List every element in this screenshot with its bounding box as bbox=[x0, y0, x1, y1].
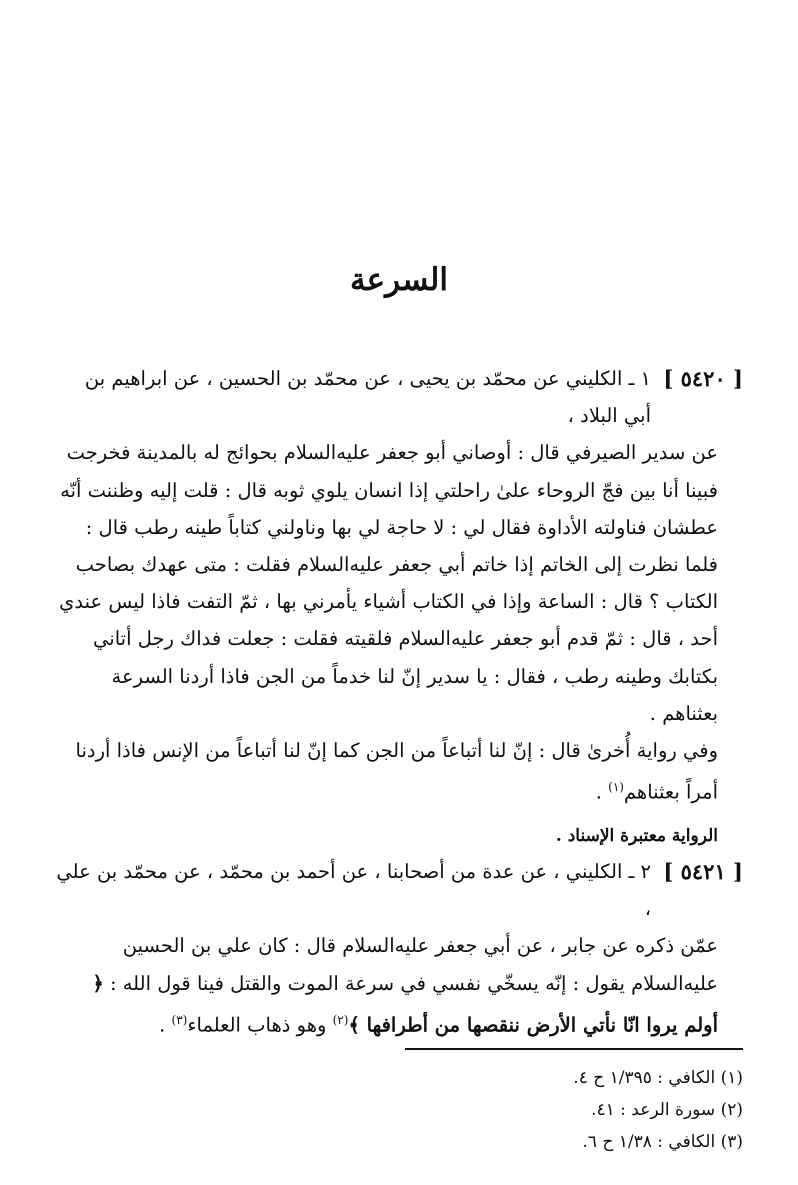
hadith-first-line: ٢ ـ الكليني ، عن عدة من أصحابنا ، عن أحمد بن محمّد ، عن محمّد بن علي ، bbox=[56, 859, 651, 921]
hadith-text: عن سدير الصيرفي قال : أوصاني أبو جعفر عليه‌السلام بحوائج له بالمدينة فخرجت فبينا أنا بين فجّ الروحاء علىٰ راحلتي إذا انسان يلوي ثوبه قال : قلت إليه وظننت أنّه عطشان فناولته الأداوة فقال لي : لا حاجة لي بها وناولني كتاباً طينه رطب قال : فلما نظرت إلى الخاتم إذا خاتم أبي جعفر عليه‌السلام فقلت : متى عهدك بصاحب الكتاب ؟ قال : الساعة وإذا في الكتاب أشياء يأمرني بها ، ثمّ التفت فاذا ليس عندي أحد ، قال : ثمّ قدم أبو جعفر عليه‌السلام فلقيته فقلت : جعلت فداك رجل أتاني بكتابك وطينه رطب ، فقال : يا سدير إنّ لنا خدماً من الجن فاذا أردنا السرعة بعثناهم . bbox=[59, 441, 718, 725]
footnote-ref: (٣) bbox=[171, 1012, 188, 1027]
footnote-ref: (٢) bbox=[332, 1012, 349, 1027]
footnote-3: (٣) الكافي : ١/٣٨ ح ٦. bbox=[582, 1132, 743, 1152]
footnote-2: (٢) سورة الرعد : ٤١. bbox=[591, 1100, 743, 1120]
page-title: السرعة bbox=[350, 262, 448, 298]
hadith-number: [ ٥٤٢١ ] bbox=[663, 858, 743, 884]
footnote-divider bbox=[405, 1048, 743, 1050]
hadith-first-line: ١ ـ الكليني عن محمّد بن يحيى ، عن محمّد بن الحسين ، عن ابراهيم بن أبي البلاد ، bbox=[84, 367, 651, 428]
footnotes bbox=[53, 1062, 743, 1158]
hadith-text-block bbox=[53, 927, 743, 1043]
hadith-5420 bbox=[53, 360, 743, 732]
other-narration bbox=[53, 732, 743, 811]
page-body bbox=[53, 360, 743, 1043]
hadith-5421 bbox=[53, 853, 743, 1044]
quran-verse: ﴿ أولم يروا انّا نأتي الأرض ننقصها من أطرافها ﴾ bbox=[92, 971, 718, 1037]
other-narration-text: وفي رواية أُخرىٰ قال : إنّ لنا أتباعاً من الجن كما إنّ لنا أتباعاً من الإنس فاذا أردنا أمراً بعثناهم bbox=[75, 739, 718, 804]
sentence-end: . bbox=[595, 780, 609, 804]
chain-note: الرواية معتبرة الإسناد . bbox=[555, 825, 718, 846]
footnote-ref: (١) bbox=[608, 780, 624, 795]
sentence-end: . bbox=[159, 1013, 172, 1037]
hadith-text-after: وهو ذهاب العلماء bbox=[187, 1013, 333, 1037]
hadith-text: عمّن ذكره عن جابر ، عن أبي جعفر عليه‌السلام قال : كان علي بن الحسين عليه‌السلام يقول : إنّه يسخّي نفسي في سرعة الموت والقتل فينا قول الله : bbox=[109, 934, 718, 995]
footnote-1: (١) الكافي : ١/٣٩٥ ح ٤. bbox=[573, 1068, 743, 1088]
hadith-number: [ ٥٤٢٠ ] bbox=[663, 366, 743, 391]
